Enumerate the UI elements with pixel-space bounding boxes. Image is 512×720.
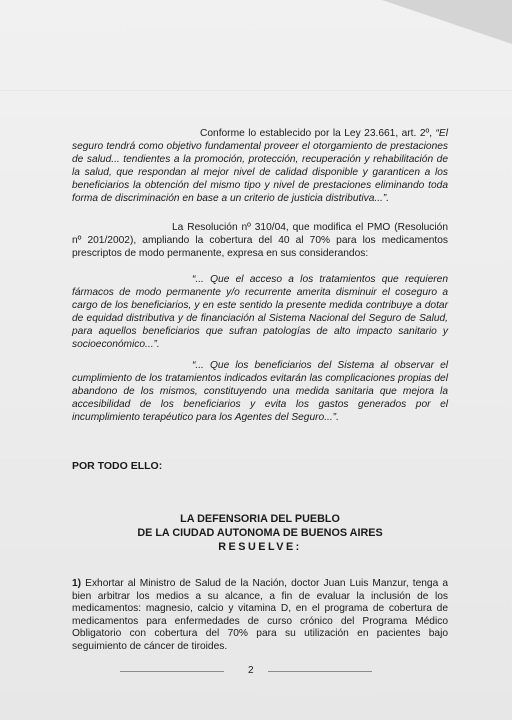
heading-ciudad: DE LA CIUDAD AUTONOMA DE BUENOS AIRES — [137, 527, 383, 539]
resolution-item-1 — [72, 578, 448, 654]
item-text: Exhortar al Ministro de Salud de la Nación, doctor Juan Luis Manzur, tenga a bien arbitrar los medios a su alcance, a fin de evaluar la inclusión de los medicamentos: magnesio, calcio y vitamina D, en el programa de cobertura de medicamentos para enfermedades de curso crónico del Programa Médico Obligatorio con cobertura del 70% para su utilización en pacientes bajo seguimiento de cáncer de tiroides. — [72, 578, 448, 652]
quote-considerando-1 — [72, 273, 448, 352]
folded-corner — [382, 0, 512, 44]
paragraph-ley — [72, 127, 448, 206]
footer-rule-left — [120, 671, 224, 672]
page-number: 2 — [248, 665, 254, 676]
footer-rule-right — [268, 671, 372, 672]
item-number: 1) — [72, 578, 82, 589]
quote-considerando-2 — [72, 359, 448, 424]
heading-resuelve: RESUELVE: — [218, 541, 302, 553]
por-todo-ello: POR TODO ELLO: — [72, 460, 163, 472]
quote-considerando-2-text: “... Que los beneficiarios del Sistema al observar el cumplimiento de los tratamientos indicados evitarán las complicaciones propias del abandono de los mismos, constituyendo una medida sanitaria que mejora la accesibilidad de los beneficiarios y evita los gastos generados por el incumplimiento terapéutico para los Agentes del Seguro...”. — [72, 360, 448, 424]
paragraph-ley-lead: Conforme lo establecido por la Ley 23.661, art. 2º, — [200, 128, 433, 139]
paragraph-resolucion-text: La Resolución nº 310/04, que modifica el PMO (Resolución nº 201/2002), ampliando la cobertura del 40 al 70% para los medicamentos prescriptos de modo permanente, expresa en sus considerandos: — [72, 222, 448, 260]
paper-crease — [0, 90, 512, 91]
quote-ley: “El seguro tendrá como objetivo fundamental proveer el otorgamiento de prestaciones de salud... tendientes a la promoción, protección, recuperación y rehabilitación de la salud, que respondan al mejor nivel de calidad disponible y garanticen a los beneficiarios la obtención del mismo tipo y nivel de prestaciones eliminando toda forma de discriminación en base a un criterio de justicia distributiva...”. — [72, 128, 448, 205]
heading-defensoria: LA DEFENSORIA DEL PUEBLO — [180, 513, 340, 525]
paragraph-resolucion — [72, 221, 448, 260]
quote-considerando-1-text: “... Que el acceso a los tratamientos que requieren fármacos de modo permanente y/o recurrente amerita disminuir el coseguro a cargo de los beneficiarios, y en este sentido la presente medida contribuye a dotar de equidad distributiva y de financiación al Sistema Nacional del Seguro de Salud, para aquellos beneficiarios que sufran patologías de alto impacto sanitario y socioeconómico...”. — [72, 274, 448, 351]
